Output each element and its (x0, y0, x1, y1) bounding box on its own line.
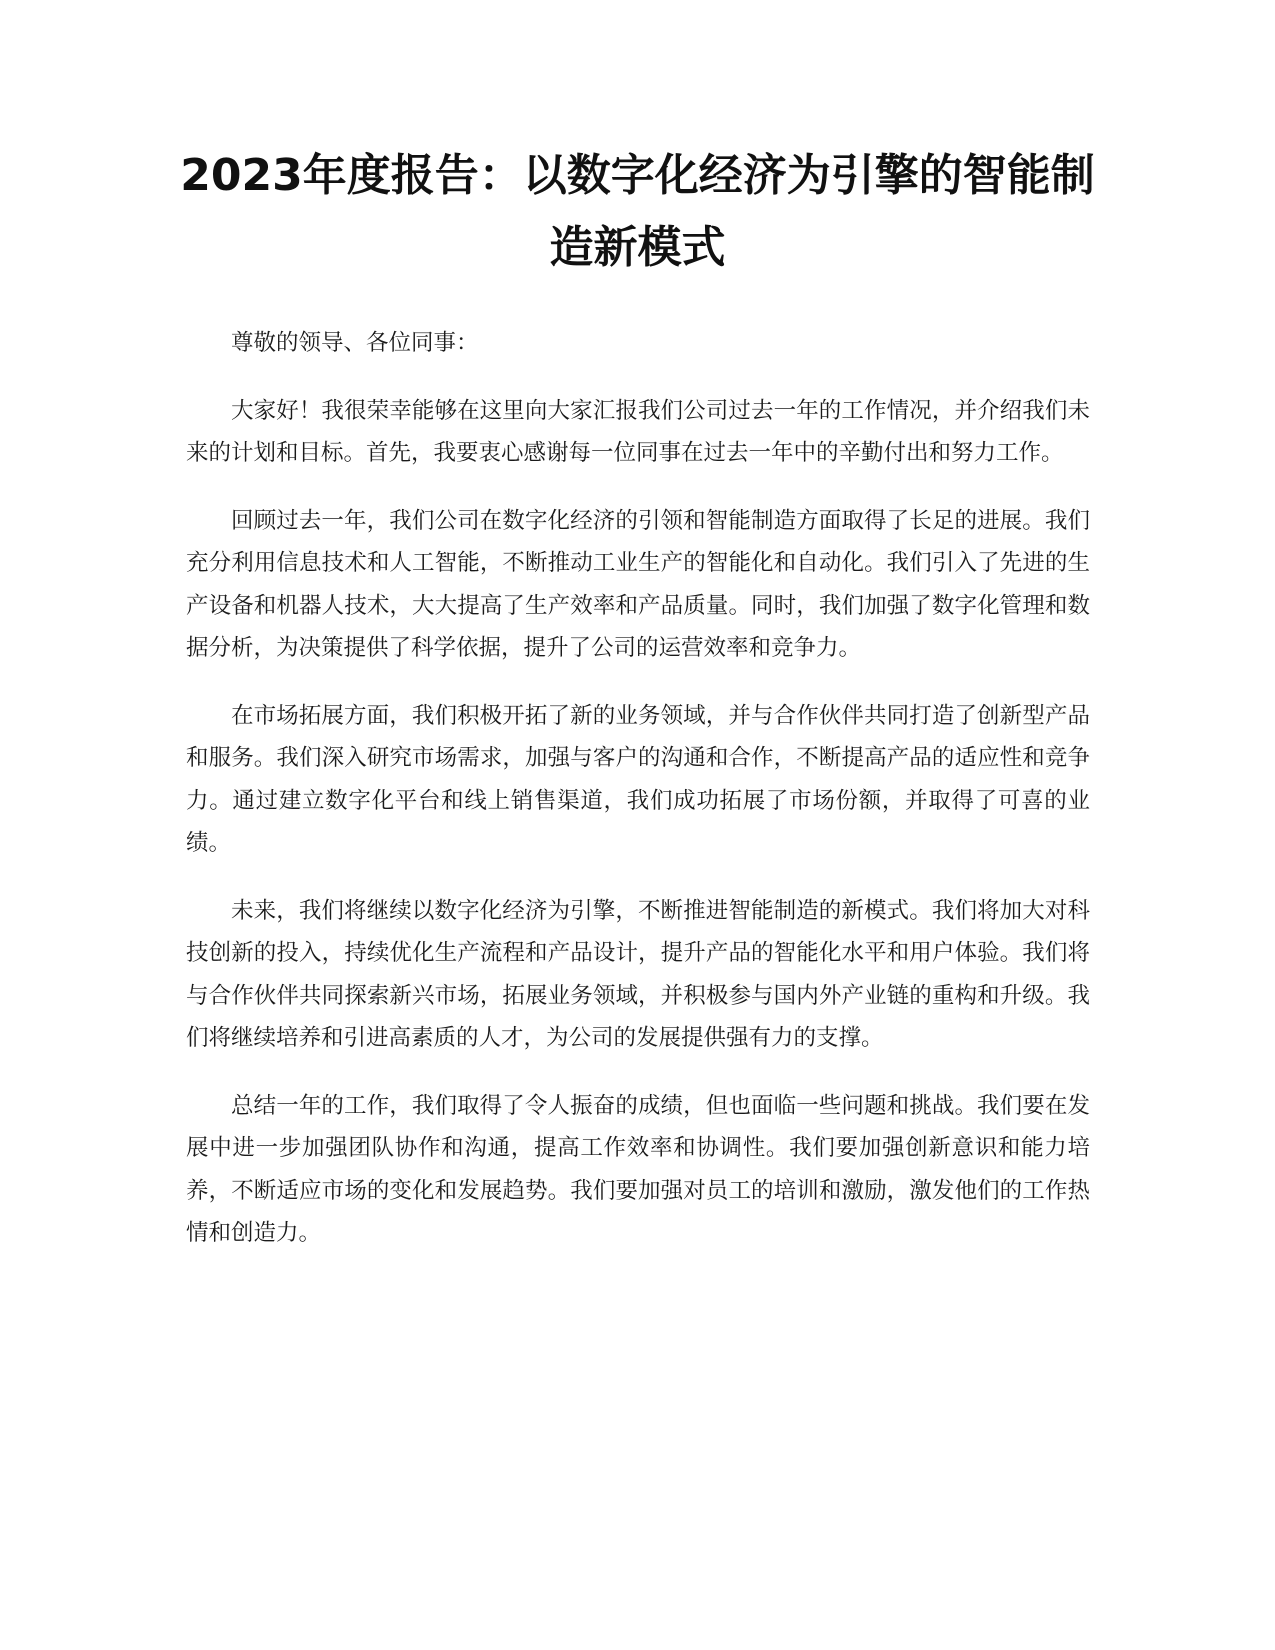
document-body (186, 322, 1090, 1280)
paragraph-review: 回顾过去一年，我们公司在数字化经济的引领和智能制造方面取得了长足的进展。我们充分利用信息技术和人工智能，不断推动工业生产的智能化和自动化。我们引入了先进的生产设备和机器人技术，大大提高了生产效率和产品质量。同时，我们加强了数字化管理和数据分析，为决策提供了科学依据，提升了公司的运营效率和竞争力。 (186, 507, 1090, 661)
paragraph-future: 未来，我们将继续以数字化经济为引擎，不断推进智能制造的新模式。我们将加大对科技创新的投入，持续优化生产流程和产品设计，提升产品的智能化水平和用户体验。我们将与合作伙伴共同探索新兴市场，拓展业务领域，并积极参与国内外产业链的重构和升级。我们将继续培养和引进高素质的人才，为公司的发展提供强有力的支撑。 (186, 897, 1090, 1051)
paragraph-market: 在市场拓展方面，我们积极开拓了新的业务领域，并与合作伙伴共同打造了创新型产品和服务。我们深入研究市场需求，加强与客户的沟通和合作，不断提高产品的适应性和竞争力。通过建立数字化平台和线上销售渠道，我们成功拓展了市场份额，并取得了可喜的业绩。 (186, 702, 1090, 856)
document-title: 2023年度报告：以数字化经济为引擎的智能制造新模式 (180, 150, 1095, 273)
salutation: 尊敬的领导、各位同事： (231, 330, 479, 356)
paragraph-summary: 总结一年的工作，我们取得了令人振奋的成绩，但也面临一些问题和挑战。我们要在发展中进一步加强团队协作和沟通，提高工作效率和协调性。我们要加强创新意识和能力培养，不断适应市场的变化和发展趋势。我们要加强对员工的培训和激励，激发他们的工作热情和创造力。 (186, 1092, 1090, 1246)
paragraph-greeting: 大家好！我很荣幸能够在这里向大家汇报我们公司过去一年的工作情况，并介绍我们未来的计划和目标。首先，我要衷心感谢每一位同事在过去一年中的辛勤付出和努力工作。 (186, 397, 1090, 466)
